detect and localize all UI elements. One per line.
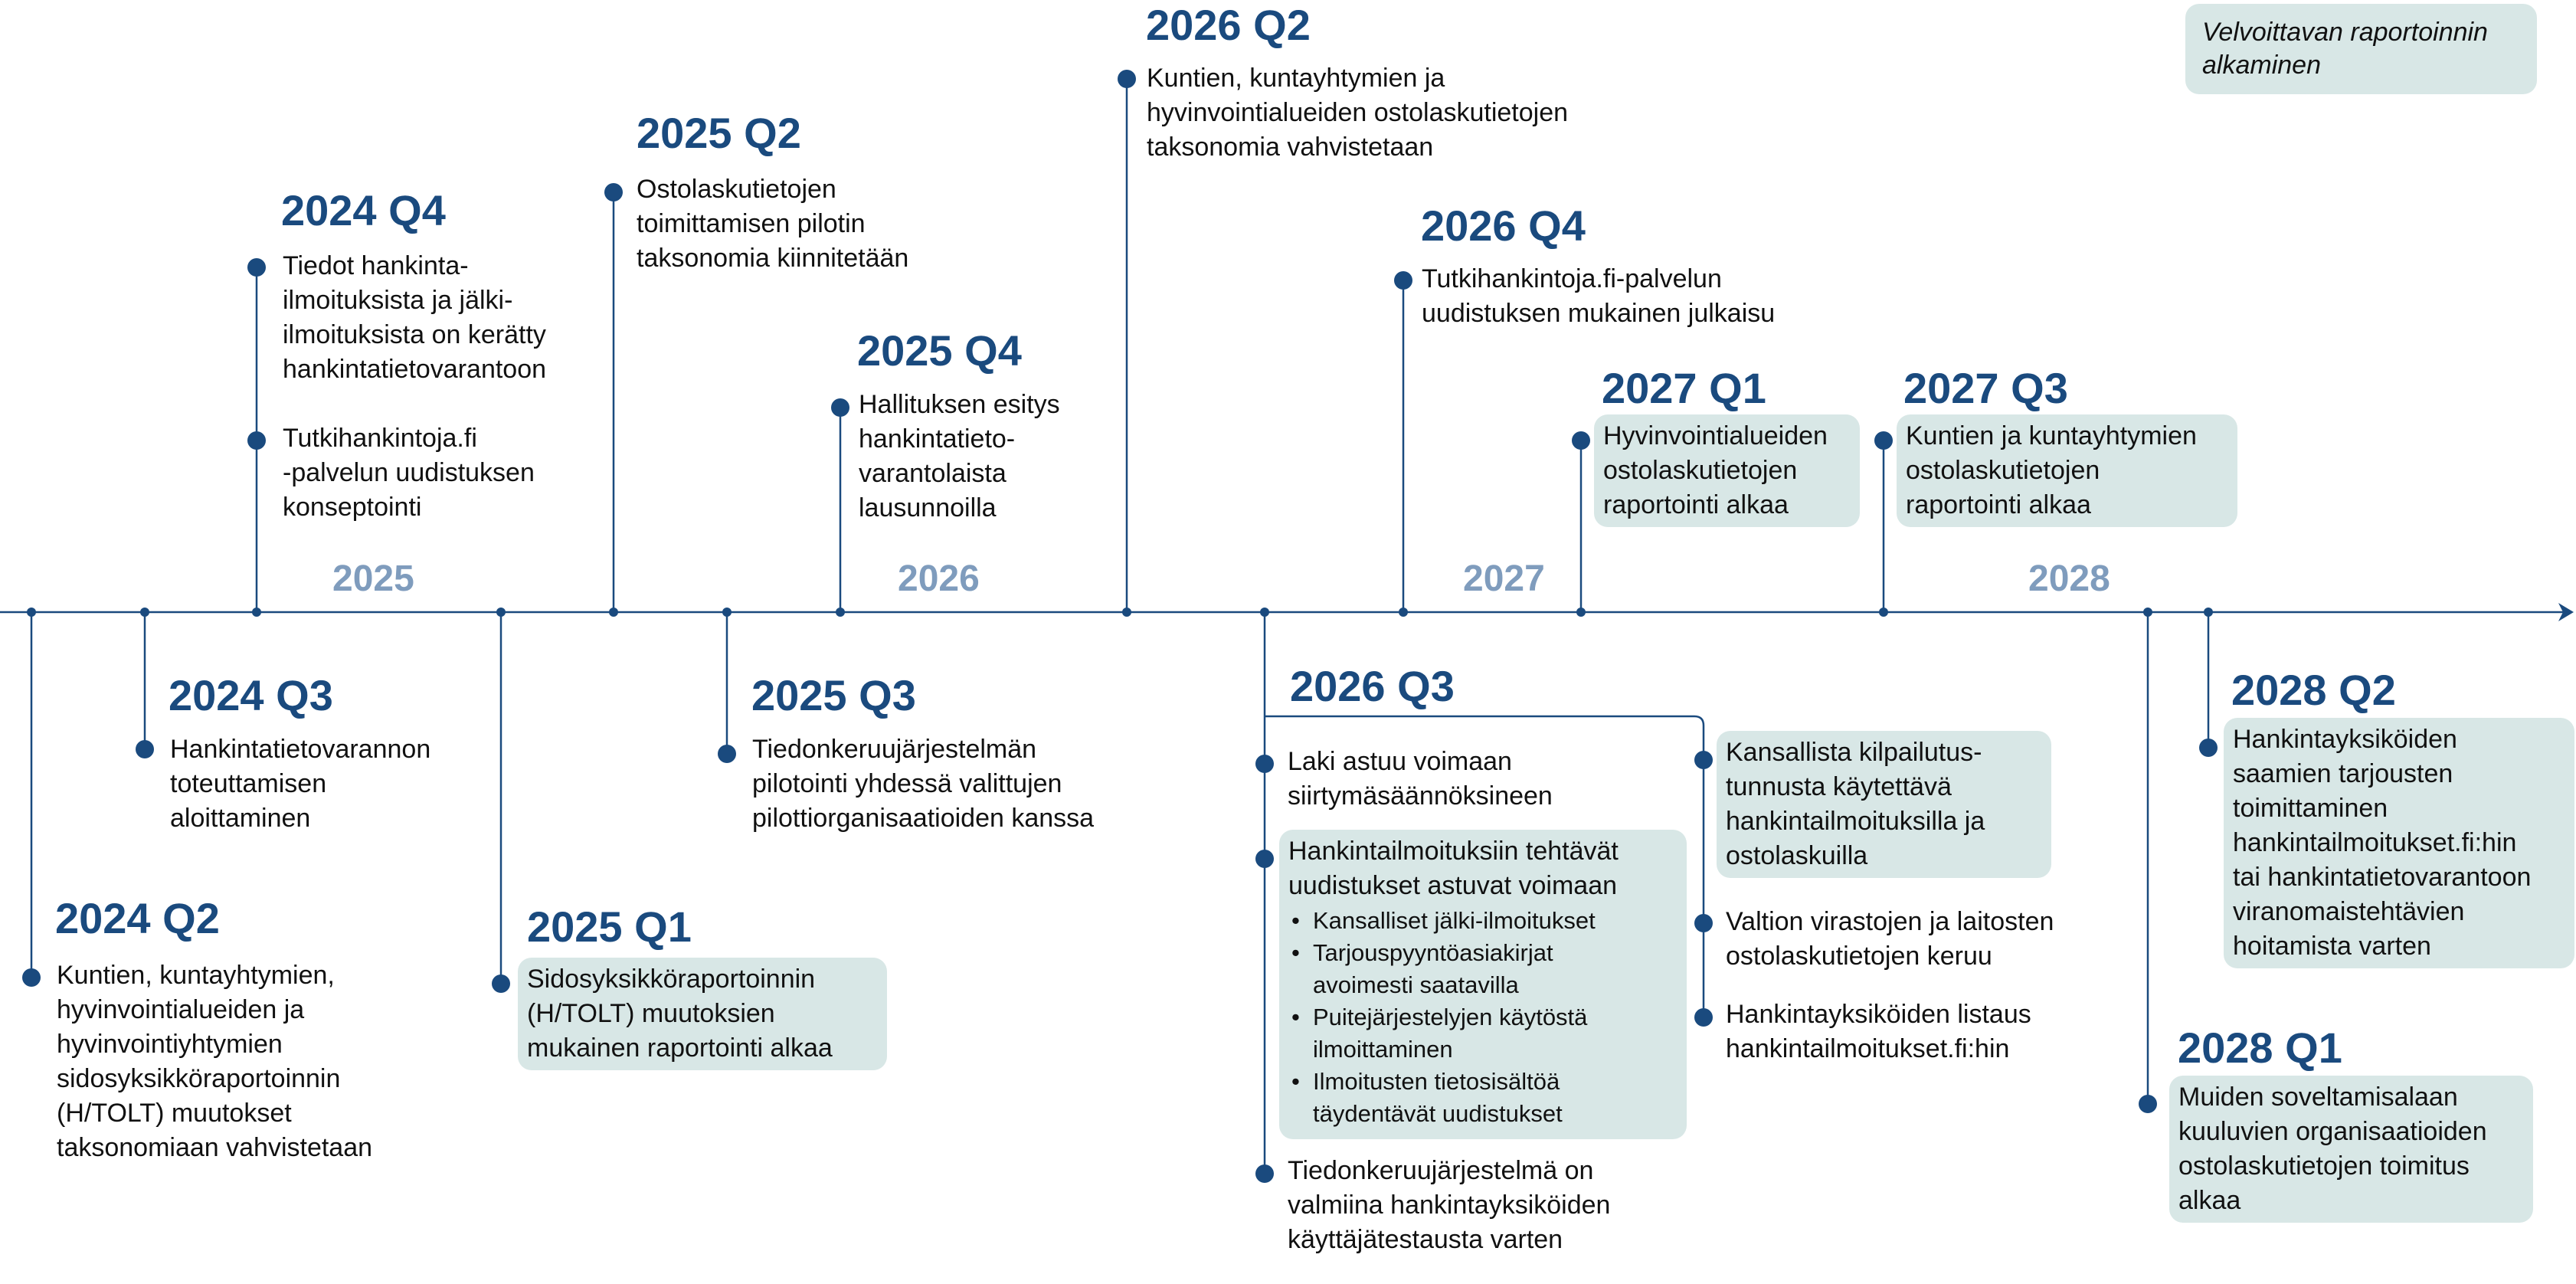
- text-line: pilotointi yhdessä valittujen: [752, 769, 1062, 798]
- text-line: Tarjouspyyntöasiakirjat: [1313, 939, 1553, 966]
- milestone-dot-2024-q4-b: [247, 431, 266, 450]
- milestone-dot-2025-q4: [831, 398, 849, 417]
- text-line: raportointi alkaa: [1906, 490, 2091, 519]
- milestone-dot-2028-q2: [2199, 739, 2218, 757]
- year-label-2026: 2026: [898, 558, 980, 599]
- reforms-bullet-list: [1288, 905, 1678, 1130]
- text-line: avoimesti saatavilla: [1313, 971, 1519, 998]
- text-line: täydentävät uudistukset: [1313, 1100, 1563, 1127]
- year-label-2028: 2028: [2028, 558, 2110, 599]
- text-line: Kuntien, kuntayhtymien,: [57, 961, 335, 990]
- milestone-box-2026-q3-reforms: [1279, 830, 1687, 1139]
- milestone-title-2028-q2: 2028 Q2: [2231, 666, 2396, 714]
- text-line: Puitejärjestelyjen käytöstä: [1313, 1004, 1588, 1030]
- milestone-dot-2026-q2: [1118, 70, 1136, 88]
- text-line: ilmoituksista on kerätty: [283, 320, 546, 349]
- milestone-dot-2024-q2: [22, 968, 41, 987]
- text-line: Tiedonkeruujärjestelmä on: [1288, 1156, 1594, 1185]
- text-line: lausunnoilla: [859, 493, 997, 522]
- text-line: hoitamista varten: [2233, 932, 2431, 961]
- milestone-dot-2027-q3: [1874, 431, 1893, 450]
- milestone-dot-2024-q4-a: [247, 258, 266, 277]
- milestone-title-2025-q4: 2025 Q4: [857, 326, 1022, 375]
- reforms-bullet-1: [1288, 905, 1678, 937]
- text-line: Laki astuu voimaan: [1288, 747, 1512, 776]
- text-line: tunnusta käytettävä: [1726, 772, 1952, 801]
- bullet-marker-icon: •: [1291, 939, 1300, 966]
- milestone-dot-2026-q4: [1394, 271, 1412, 290]
- milestone-text-2026-q3-c: [1288, 1154, 1610, 1257]
- text-line: Tiedot hankinta-: [283, 251, 469, 280]
- milestone-dot-2025-q1: [492, 974, 510, 993]
- milestone-title-2026-q2: 2026 Q2: [1146, 1, 1311, 49]
- reforms-heading: [1288, 834, 1678, 903]
- milestone-dot-2026-q3-e: [1694, 914, 1713, 932]
- milestone-dot-2025-q2: [604, 183, 623, 201]
- milestone-text-2026-q4: [1422, 262, 1775, 331]
- text-line: Kuntien ja kuntayhtymien: [1906, 421, 2197, 450]
- text-line: Kansallista kilpailutus-: [1726, 738, 1982, 767]
- milestone-text-2025-q4: [859, 388, 1060, 526]
- text-line: hyvinvointialueiden ostolaskutietojen: [1147, 98, 1569, 127]
- milestone-text-2024-q4-a: [283, 249, 546, 387]
- text-line: Tutkihankintoja.fi: [283, 424, 477, 453]
- text-line: Hallituksen esitys: [859, 390, 1060, 419]
- text-line: raportointi alkaa: [1603, 490, 1789, 519]
- reforms-bullet-3: [1288, 1001, 1678, 1066]
- text-line: ostolaskutietojen keruu: [1726, 942, 1992, 971]
- milestone-dot-2026-q3-a: [1255, 755, 1274, 773]
- text-line: taksonomiaan vahvistetaan: [57, 1133, 373, 1162]
- milestone-title-2026-q3: 2026 Q3: [1290, 662, 1455, 710]
- text-line: Kuntien, kuntayhtymien ja: [1147, 64, 1445, 93]
- text-line: tai hankintatietovarantoon: [2233, 863, 2532, 892]
- bullet-marker-icon: •: [1291, 1068, 1300, 1095]
- milestone-text-2024-q2: [57, 958, 372, 1165]
- reforms-bullet-2: [1288, 937, 1678, 1001]
- text-line: -palvelun uudistuksen: [283, 458, 535, 487]
- text-line: viranomaistehtävien: [2233, 897, 2465, 926]
- milestone-dot-2024-q3: [136, 740, 154, 758]
- text-line: (H/TOLT) muutoksien: [527, 999, 775, 1028]
- text-line: varantolaista: [859, 459, 1007, 488]
- text-line: Hankintatietovarannon: [170, 735, 431, 764]
- text-line: saamien tarjousten: [2233, 759, 2453, 788]
- text-line: ostolaskuilla: [1726, 841, 1868, 870]
- bullet-marker-icon: •: [1291, 907, 1300, 934]
- milestone-text-2024-q4-b: [283, 421, 535, 525]
- text-line: Tiedonkeruujärjestelmän: [752, 735, 1037, 764]
- text-line: Hankintailmoituksiin tehtävät: [1288, 837, 1619, 866]
- text-line: ostolaskutietojen: [1906, 456, 2100, 485]
- text-line: ilmoittaminen: [1313, 1036, 1453, 1063]
- reforms-bullet-4: [1288, 1066, 1678, 1130]
- milestone-dot-2026-q3-c: [1255, 1164, 1274, 1183]
- text-line: toteuttamisen: [170, 769, 327, 798]
- milestone-dot-2026-q3-f: [1694, 1008, 1713, 1027]
- text-line: Hankintayksiköiden listaus: [1726, 1000, 2031, 1029]
- milestone-dot-2027-q1: [1572, 431, 1590, 450]
- text-line: alkaa: [2178, 1186, 2241, 1215]
- milestone-dot-2028-q1: [2139, 1095, 2157, 1113]
- text-line: ilmoituksista ja jälki-: [283, 286, 513, 315]
- text-line: hankintailmoituksilla ja: [1726, 807, 1985, 836]
- text-line: sidosyksikköraportoinnin: [57, 1064, 341, 1093]
- milestone-box-2025-q1: [518, 958, 887, 1070]
- milestone-title-2028-q1: 2028 Q1: [2178, 1024, 2342, 1072]
- milestone-dot-2025-q3: [718, 745, 736, 763]
- milestone-title-2024-q2: 2024 Q2: [55, 894, 220, 942]
- text-line: Hyvinvointialueiden: [1603, 421, 1828, 450]
- milestone-text-2025-q3: [752, 732, 1094, 836]
- text-line: pilottiorganisaatioiden kanssa: [752, 804, 1095, 833]
- milestone-title-2027-q1: 2027 Q1: [1602, 364, 1766, 412]
- text-line: kuuluvien organisaatioiden: [2178, 1117, 2487, 1146]
- legend-mandatory-reporting: Velvoittavan raportoinnin alkaminen: [2185, 4, 2537, 94]
- text-line: Kansalliset jälki-ilmoitukset: [1313, 907, 1596, 934]
- milestone-text-2025-q2: [637, 172, 908, 276]
- year-label-2025: 2025: [332, 558, 414, 599]
- text-line: käyttäjätestausta varten: [1288, 1225, 1563, 1254]
- text-line: valmiina hankintayksiköiden: [1288, 1191, 1611, 1220]
- milestone-title-2024-q4: 2024 Q4: [281, 186, 446, 234]
- milestone-title-2026-q4: 2026 Q4: [1421, 201, 1586, 250]
- milestone-box-2027-q3: [1897, 414, 2237, 527]
- bullet-marker-icon: •: [1291, 1004, 1300, 1030]
- milestone-text-2026-q3-f: [1726, 997, 2031, 1066]
- text-line: taksonomia kiinnitetään: [637, 244, 909, 273]
- year-label-2027: 2027: [1463, 558, 1545, 599]
- text-line: hankintailmoitukset.fi:hin: [2233, 828, 2517, 857]
- milestone-title-2025-q2: 2025 Q2: [637, 109, 801, 157]
- text-line: hankintailmoitukset.fi:hin: [1726, 1034, 2010, 1063]
- text-line: Tutkihankintoja.fi-palvelun: [1422, 264, 1722, 293]
- text-line: aloittaminen: [170, 804, 311, 833]
- text-line: ostolaskutietojen: [1603, 456, 1798, 485]
- text-line: hankintatieto-: [859, 424, 1016, 454]
- text-line: uudistukset astuvat voimaan: [1288, 871, 1618, 900]
- text-line: konseptointi: [283, 493, 422, 522]
- text-line: (H/TOLT) muutokset: [57, 1099, 292, 1128]
- milestone-box-2028-q1: [2169, 1076, 2533, 1223]
- milestone-text-2024-q3: [170, 732, 430, 836]
- text-line: uudistuksen mukainen julkaisu: [1422, 299, 1776, 328]
- milestone-dot-2026-q3-d: [1694, 751, 1713, 769]
- milestone-box-2028-q2: [2224, 718, 2574, 968]
- text-line: ostolaskutietojen toimitus: [2178, 1151, 2470, 1181]
- text-line: toimittamisen pilotin: [637, 209, 866, 238]
- milestone-box-2026-q3-competition-id: [1717, 731, 2051, 878]
- text-line: hankintatietovarantoon: [283, 355, 547, 384]
- text-line: taksonomia vahvistetaan: [1147, 133, 1434, 162]
- text-line: Hankintayksiköiden: [2233, 725, 2457, 754]
- text-line: siirtymäsäännöksineen: [1288, 781, 1553, 811]
- text-line: Sidosyksikköraportoinnin: [527, 965, 816, 994]
- text-line: Ostolaskutietojen: [637, 175, 836, 204]
- milestone-text-2026-q3-e: [1726, 905, 2054, 974]
- text-line: mukainen raportointi alkaa: [527, 1033, 833, 1063]
- text-line: Ilmoitusten tietosisältöä: [1313, 1068, 1560, 1095]
- text-line: hyvinvointiyhtymien: [57, 1030, 283, 1059]
- milestone-title-2024-q3: 2024 Q3: [169, 671, 333, 719]
- text-line: toimittaminen: [2233, 794, 2388, 823]
- milestone-text-2026-q2: [1147, 61, 1568, 165]
- milestone-text-2026-q3-a: [1288, 745, 1553, 814]
- milestone-title-2025-q3: 2025 Q3: [751, 671, 916, 719]
- text-line: Muiden soveltamisalaan: [2178, 1083, 2458, 1112]
- text-line: Valtion virastojen ja laitosten: [1726, 907, 2054, 936]
- milestone-title-2027-q3: 2027 Q3: [1903, 364, 2068, 412]
- text-line: hyvinvointialueiden ja: [57, 995, 305, 1024]
- milestone-title-2025-q1: 2025 Q1: [527, 902, 692, 951]
- milestone-box-2027-q1: [1594, 414, 1860, 527]
- milestone-dot-2026-q3-b: [1255, 850, 1274, 868]
